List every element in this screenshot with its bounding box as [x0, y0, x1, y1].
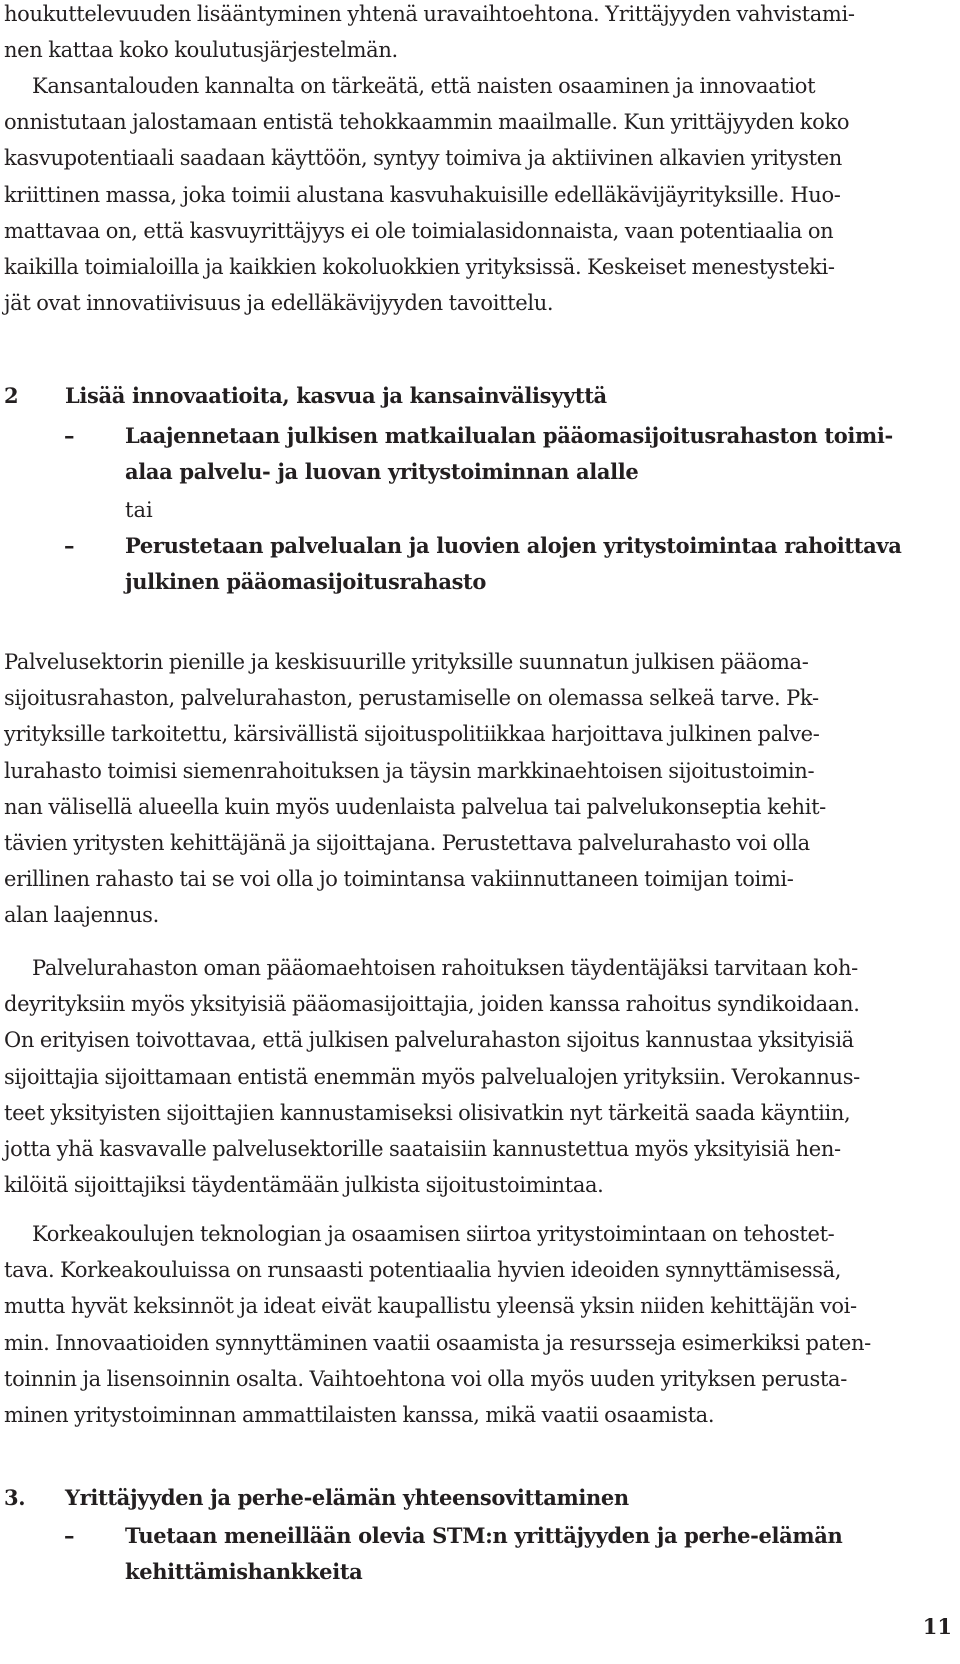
text-line: kriittinen massa, joka toimii alustana kasvuhakuisille edelläkävijäyrityksille. Huo-: [4, 182, 841, 207]
text-line: mutta hyvät keksinnöt ja ideat eivät kaupallistu yleensä yksin niiden kehittäjän voi-: [4, 1294, 857, 1319]
text-line: tava. Korkeakouluissa on runsaasti potentiaalia hyvien ideoiden synnyttämisessä,: [4, 1258, 842, 1283]
body-paragraph-3: [4, 1216, 956, 1433]
item-line: kehittämishankkeita: [125, 1559, 363, 1585]
text-line: alan laajennus.: [4, 903, 159, 928]
text-line: onnistutaan jalostamaan entistä tehokkaammin maailmalle. Kun yrittäjyyden koko: [4, 110, 850, 135]
dash-bullet: –: [64, 423, 75, 448]
text-line: teet yksityisten sijoittajien kannustamiseksi olisivatkin nyt tärkeitä saada käyntiin,: [4, 1100, 851, 1125]
intro-paragraph-2: [4, 68, 956, 321]
intro-paragraph-1: [4, 0, 956, 68]
text-line: lurahasto toimisi siemenrahoituksen ja täysin markkinaehtoisen sijoitustoimin-: [4, 758, 815, 783]
section-3-item-1: [64, 1518, 956, 1590]
body-paragraph-1: [4, 644, 956, 934]
item-line: Perustetaan palvelualan ja luovien alojen yritystoimintaa rahoittava: [125, 533, 902, 558]
section-2-item-1: [64, 418, 956, 490]
section-3-heading: [4, 1480, 629, 1516]
text-line: sijoitusrahaston, palvelurahaston, perustamiselle on olemassa selkeä tarve. Pk-: [4, 686, 819, 711]
text-line: kilöitä sijoittajiksi täydentämään julkista sijoitustoimintaa.: [4, 1173, 604, 1198]
text-line: toinnin ja lisensoinnin osalta. Vaihtoehtona voi olla myös uuden yrityksen perusta-: [4, 1366, 847, 1391]
text-line: jotta yhä kasvavalle palvelusektorille saataisiin kannustettua myös yksityisiä hen-: [4, 1137, 841, 1162]
text-line: On erityisen toivottavaa, että julkisen palvelurahaston sijoitus kannustaa yksityisiä: [4, 1028, 854, 1053]
dash-bullet: –: [64, 1523, 75, 1548]
text-line: jät ovat innovatiivisuus ja edelläkävijyyden tavoittelu.: [4, 291, 554, 316]
section-title: Lisää innovaatioita, kasvua ja kansainvälisyyttä: [65, 383, 607, 408]
text-line: Kansantalouden kannalta on tärkeätä, että naisten osaaminen ja innovaatiot: [32, 74, 816, 98]
section-2-item-2: [64, 528, 956, 600]
text-line: minen yritystoiminnan ammattilaisten kanssa, mikä vaatii osaamista.: [4, 1403, 715, 1428]
page-number: 11: [922, 1614, 952, 1639]
section-number: 2: [4, 383, 19, 408]
text-line: deyrityksiin myös yksityisiä pääomasijoittajia, joiden kanssa rahoitus syndikoidaan.: [4, 992, 860, 1017]
item-line: alaa palvelu- ja luovan yritystoiminnan alalle: [125, 459, 639, 485]
dash-bullet: –: [64, 533, 75, 558]
text-line: mattavaa on, että kasvuyrittäjyys ei ole toimialasidonnaista, vaan potentiaalia on: [4, 218, 834, 243]
text-line: Palvelurahaston oman pääomaehtoisen rahoituksen täydentäjäksi tarvitaan koh-: [32, 956, 858, 980]
body-paragraph-2: [4, 950, 956, 1203]
text-line: kasvupotentiaali saadaan käyttöön, syntyy toimiva ja aktiivinen alkavien yritysten: [4, 146, 842, 171]
connector-text: tai: [125, 498, 153, 522]
text-line: tävien yritysten kehittäjänä ja sijoittajana. Perustettava palvelurahasto voi olla: [4, 831, 810, 856]
text-line: sijoittajia sijoittamaan entistä enemmän myös palvelualojen yrityksiin. Verokannus-: [4, 1064, 860, 1089]
text-line: kaikilla toimialoilla ja kaikkien kokoluokkien yrityksissä. Keskeiset menestysteki-: [4, 255, 835, 280]
text-line: houkuttelevuuden lisääntyminen yhtenä uravaihtoehtona. Yrittäjyyden vahvistami-: [4, 2, 855, 26]
section-number: 3.: [4, 1485, 26, 1510]
text-line: nan välisellä alueella kuin myös uudenlaista palvelua tai palvelukonseptia kehit-: [4, 794, 826, 819]
item-line: Tuetaan meneillään olevia STM:n yrittäjyyden ja perhe-elämän: [125, 1523, 843, 1548]
text-line: Korkeakoulujen teknologian ja osaamisen siirtoa yritystoimintaan on tehostet-: [32, 1222, 835, 1246]
text-line: Palvelusektorin pienille ja keskisuurille yrityksille suunnatun julkisen pääoma-: [4, 650, 809, 674]
text-line: erillinen rahasto tai se voi olla jo toimintansa vakiinnuttaneen toimijan toimi-: [4, 867, 794, 892]
text-line: min. Innovaatioiden synnyttäminen vaatii osaamista ja resursseja esimerkiksi paten-: [4, 1330, 871, 1355]
text-line: nen kattaa koko koulutusjärjestelmän.: [4, 38, 398, 63]
item-line: Laajennetaan julkisen matkailualan pääomasijoitusrahaston toimi-: [125, 423, 893, 448]
item-line: julkinen pääomasijoitusrahasto: [125, 569, 487, 595]
section-title: Yrittäjyyden ja perhe-elämän yhteensovittaminen: [65, 1485, 629, 1510]
section-2-heading: [4, 378, 607, 414]
text-line: yrityksille tarkoitettu, kärsivällistä sijoituspolitiikkaa harjoittava julkinen palve-: [4, 722, 820, 747]
